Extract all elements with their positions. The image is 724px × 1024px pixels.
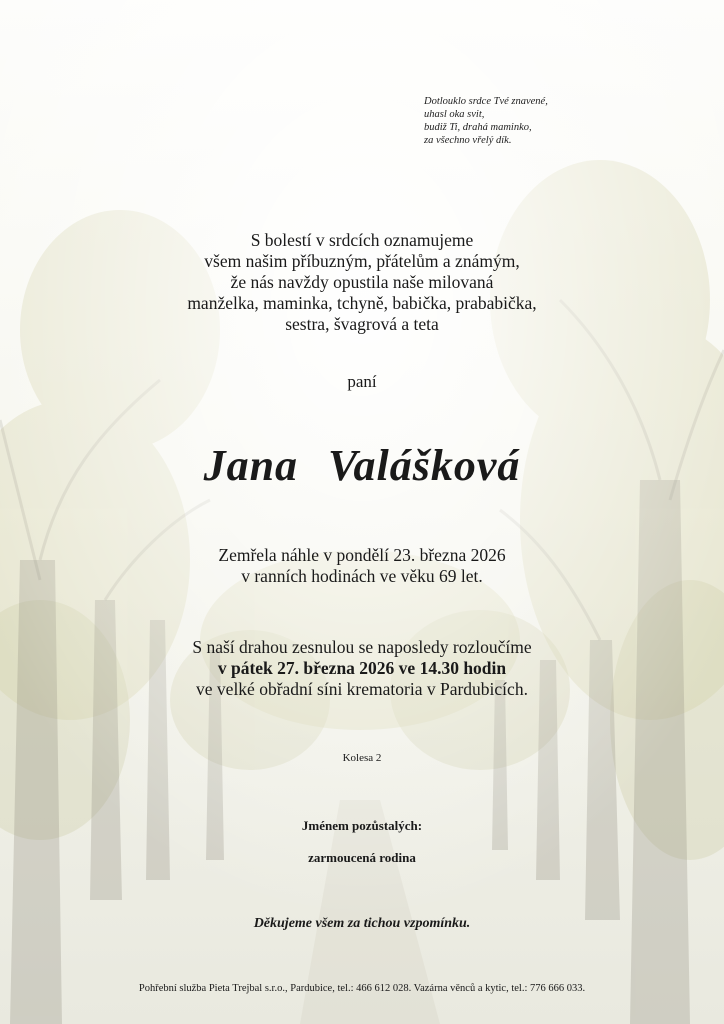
announcement-line: S bolestí v srdcích oznamujeme <box>250 230 474 250</box>
funeral-service-footer: Pohřební služba Pieta Trejbal s.r.o., Pardubice, tel.: 466 612 028. Vazárna věnců a kytic, tel.: 776 666 033. <box>138 983 586 994</box>
funeral-intro: S naší drahou zesnulou se naposledy rozloučíme <box>192 637 532 657</box>
announcement-line: manželka, maminka, tchyně, babička, prababička, <box>187 293 537 313</box>
thanks-line: Děkujeme všem za tichou vzpomínku. <box>253 916 471 931</box>
on-behalf-label: Jménem pozůstalých: <box>301 818 423 833</box>
announcement-line: sestra, švagrová a teta <box>285 314 439 334</box>
poem-line: Dotlouklo srdce Tvé znavené, <box>424 96 548 107</box>
death-line: Zemřela náhle v pondělí 23. března 2026 <box>218 545 506 565</box>
funeral-details <box>0 637 724 700</box>
poem-line: uhasl oka svit, <box>424 109 485 120</box>
salutation: paní <box>347 372 377 391</box>
poem-line: za všechno vřelý dík. <box>424 135 512 146</box>
announcement-line: že nás navždy opustila naše milovaná <box>230 272 494 292</box>
poem-verse <box>424 95 644 147</box>
funeral-date-time: v pátek 27. března 2026 ve 14.30 hodin <box>217 658 507 678</box>
death-line: v ranních hodinách ve věku 69 let. <box>241 566 483 586</box>
announcement-text <box>0 230 724 335</box>
deceased-name: Jana Valášková <box>203 441 521 490</box>
announcement-line: všem našim příbuzným, přátelům a známým, <box>204 251 520 271</box>
family-signature: zarmoucená rodina <box>308 850 416 865</box>
poem-line: budiž Ti, drahá maminko, <box>424 122 532 133</box>
address: Kolesa 2 <box>342 752 382 764</box>
funeral-location: ve velké obřadní síni krematoria v Pardubicích. <box>196 679 528 699</box>
death-details <box>0 545 724 587</box>
